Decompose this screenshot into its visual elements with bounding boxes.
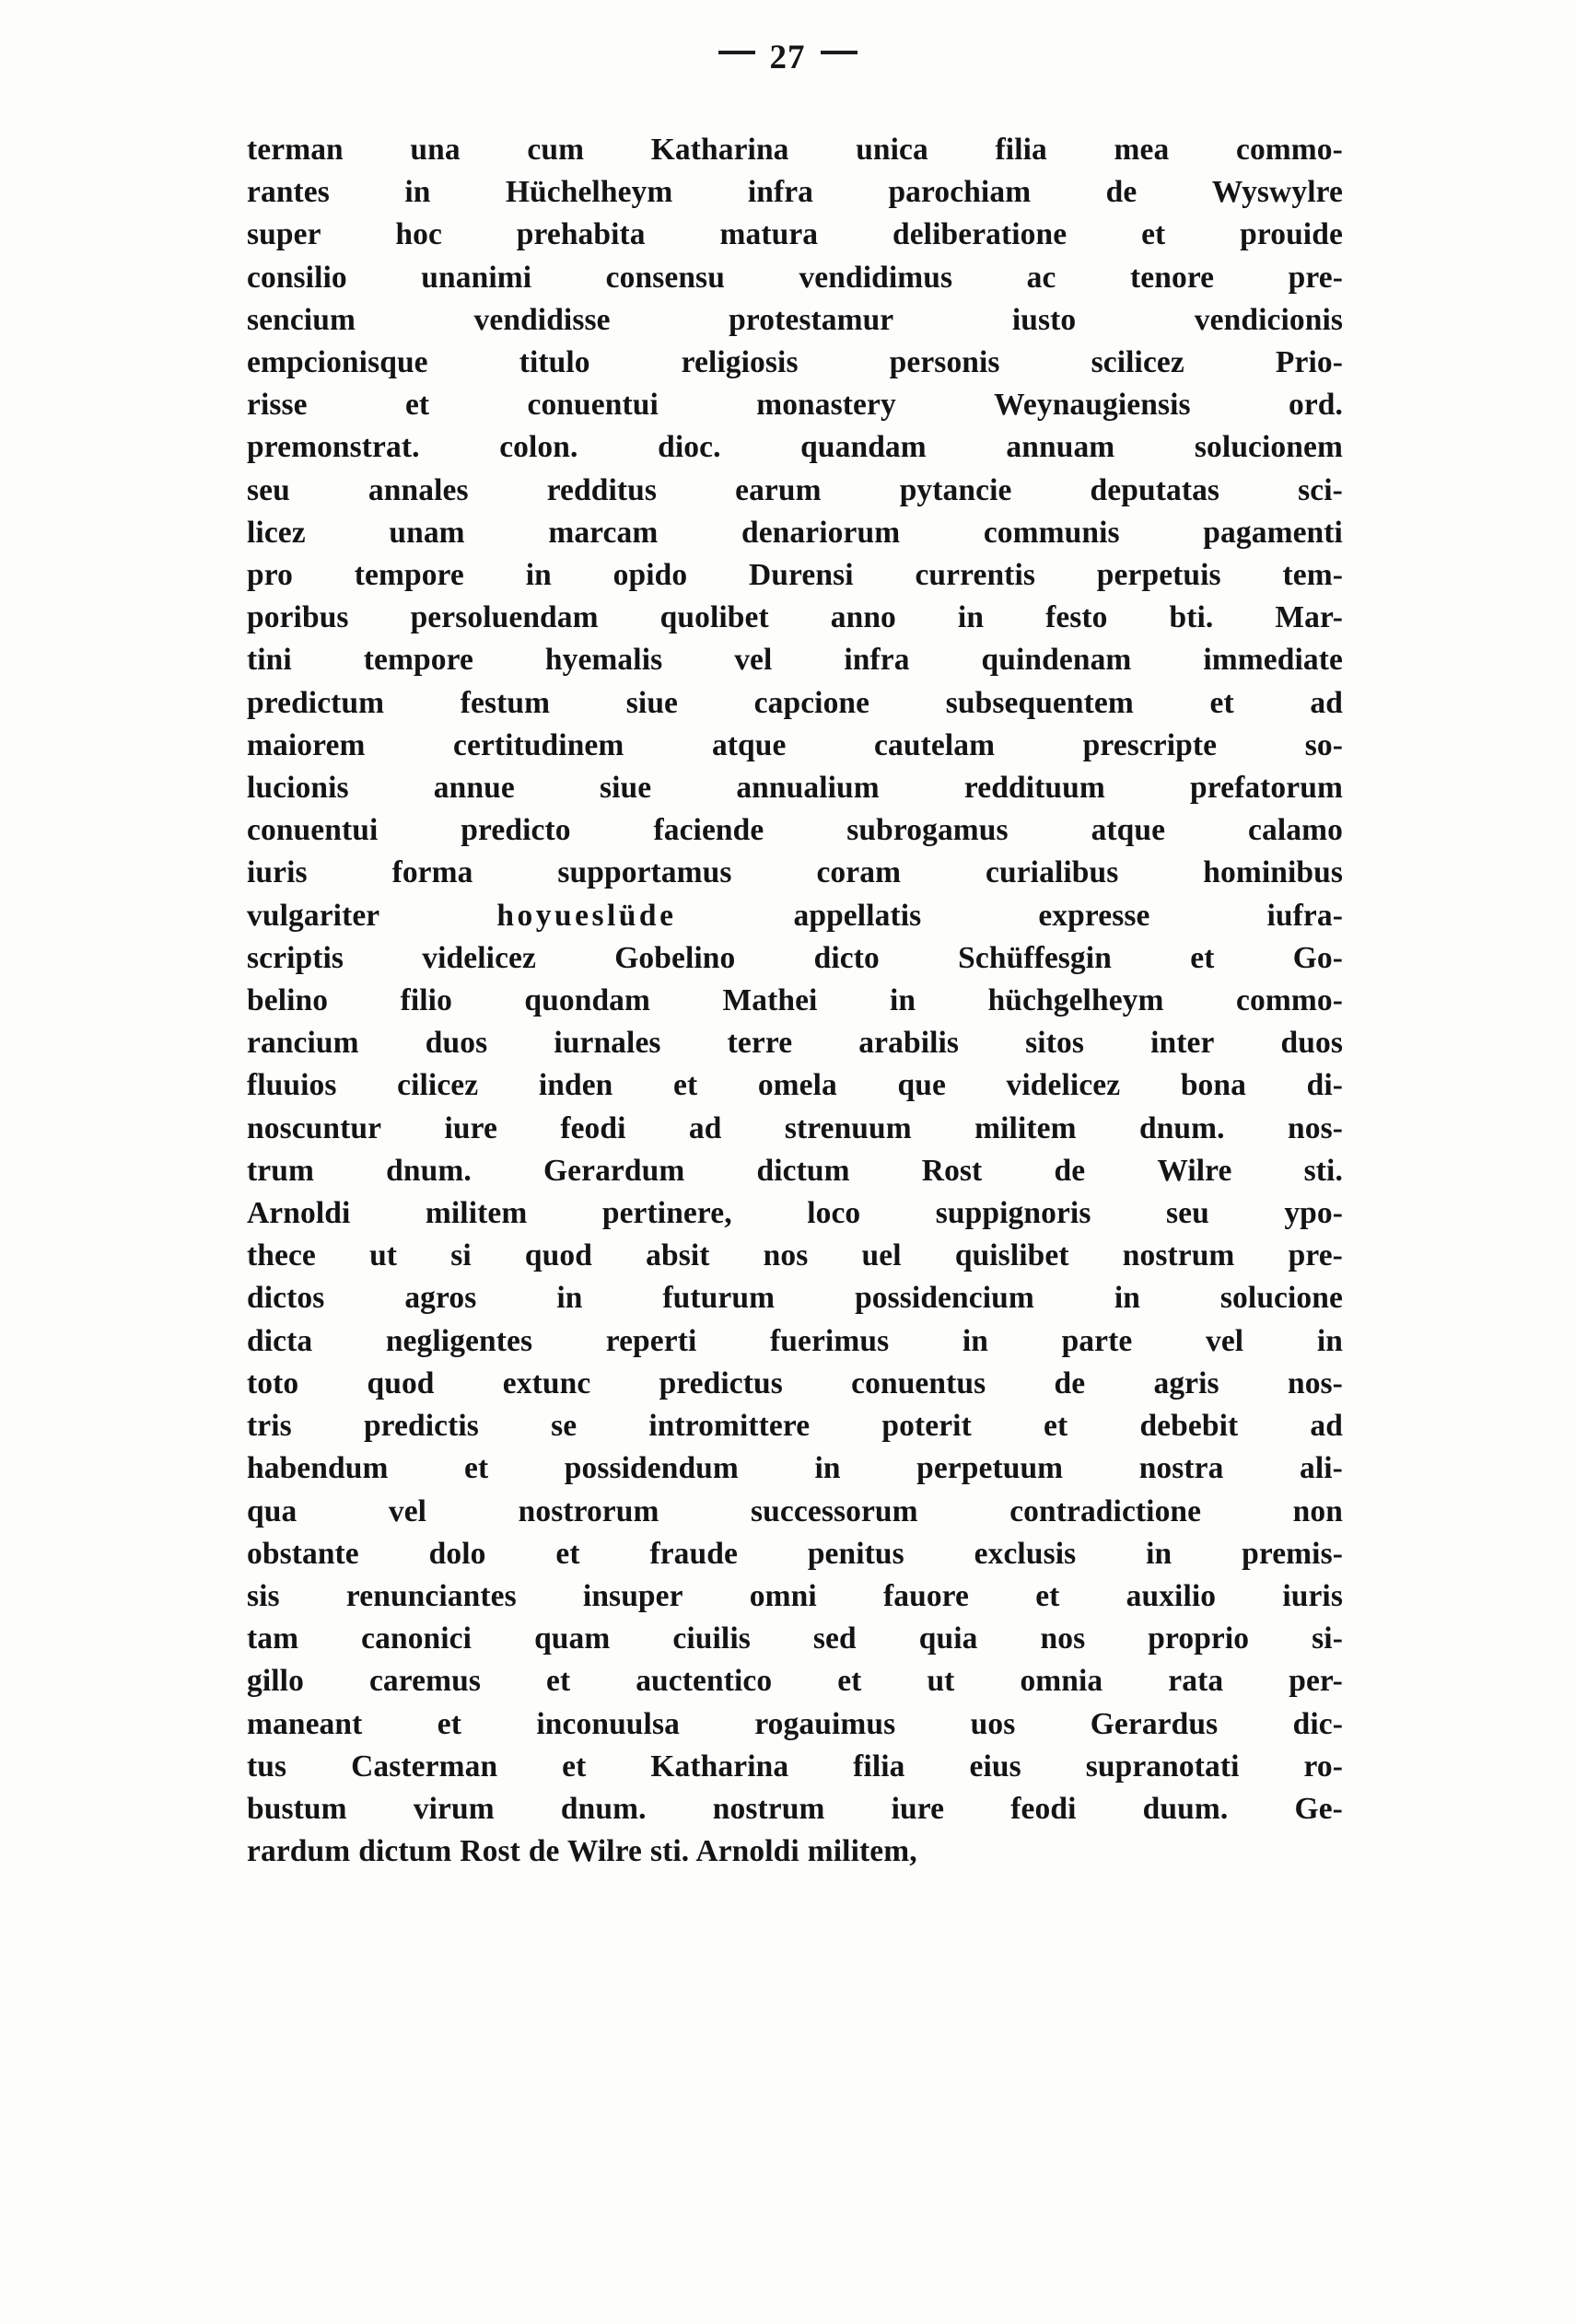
text-line: vulgariter hoyueslüde appellatis expresse iufra- [247,898,1343,933]
text-line: rancium duos iurnales terre arabilis sitos inter duos [247,1026,1343,1061]
text-line: pro tempore in opido Durensi currentis perpetuis tem- [247,558,1343,593]
text-line: tam canonici quam ciuilis sed quia nos proprio si- [247,1621,1343,1656]
text-line: tris predictis se intromittere poterit et debebit ad [247,1409,1343,1444]
text-line: rantes in Hüchelheym infra parochiam de Wyswylre [247,175,1343,210]
text-line: maneant et inconuulsa rogauimus uos Gerardus dic- [247,1706,1343,1741]
text-line: belino filio quondam Mathei in hüchgelheym commo- [247,983,1343,1018]
page-header [0,35,1575,77]
text-line: licez unam marcam denariorum communis pagamenti [247,515,1343,550]
text-line: terman una cum Katharina unica filia mea commo- [247,133,1343,167]
text-line: consilio unanimi consensu vendidimus ac tenore pre- [247,260,1343,295]
text-line: dictos agros in futurum possidencium in solucione [247,1281,1343,1316]
text-line: noscuntur iure feodi ad strenuum militem dnum. nos- [247,1110,1343,1145]
text-line: tus Casterman et Katharina filia eius supranotati ro- [247,1749,1343,1784]
text-line: tini tempore hyemalis vel infra quindenam immediate [247,643,1343,678]
text-line: bustum virum dnum. nostrum iure feodi duum. Ge- [247,1791,1343,1826]
text-line: thece ut si quod absit nos uel quislibet nostrum pre- [247,1238,1343,1273]
text-line: sis renunciantes insuper omni fauore et auxilio iuris [247,1578,1343,1613]
text-line: scriptis videlicez Gobelino dicto Schüffesgin et Go- [247,940,1343,975]
text-line: habendum et possidendum in perpetuum nostra ali- [247,1451,1343,1486]
text-line: predictum festum siue capcione subsequentem et ad [247,685,1343,720]
text-line: lucionis annue siue annualium reddituum prefatorum [247,771,1343,806]
text-line: risse et conuentui monastery Weynaugiensis ord. [247,388,1343,423]
text-line: super hoc prehabita matura deliberatione et prouide [247,217,1343,252]
text-line: maiorem certitudinem atque cautelam prescripte so- [247,727,1343,762]
text-line: toto quod extunc predictus conuentus de agris nos- [247,1365,1343,1400]
text-line: qua vel nostrorum successorum contradictione non [247,1493,1343,1528]
text-line: fluuios cilicez inden et omela que videlicez bona di- [247,1068,1343,1103]
text-line: iuris forma supportamus coram curialibus hominibus [247,855,1343,890]
text-line: Arnoldi militem pertinere, loco suppignoris seu ypo- [247,1196,1343,1231]
text-line: obstante dolo et fraude penitus exclusis in premis- [247,1536,1343,1571]
header-rule-left [718,51,755,54]
text-line: conuentui predicto faciende subrogamus atque calamo [247,813,1343,848]
text-line: trum dnum. Gerardum dictum Rost de Wilre sti. [247,1153,1343,1188]
text-line: premonstrat. colon. dioc. quandam annuam solucionem [247,430,1343,465]
text-line: dicta negligentes reperti fuerimus in parte vel in [247,1323,1343,1358]
text-line: empcionisque titulo religiosis personis scilicez Prio- [247,345,1343,380]
document-body [247,129,1343,1873]
text-line: seu annales redditus earum pytancie deputatas sci- [247,472,1343,507]
text-line: sencium vendidisse protestamur iusto vendicionis [247,302,1343,337]
text-line: gillo caremus et auctentico et ut omnia rata per- [247,1664,1343,1699]
page-number: 27 [769,39,806,77]
text-line: poribus persoluendam quolibet anno in festo bti. Mar- [247,600,1343,635]
text-line: rardum dictum Rost de Wilre sti. Arnoldi militem, [247,1834,917,1869]
header-rule-right [821,51,858,54]
